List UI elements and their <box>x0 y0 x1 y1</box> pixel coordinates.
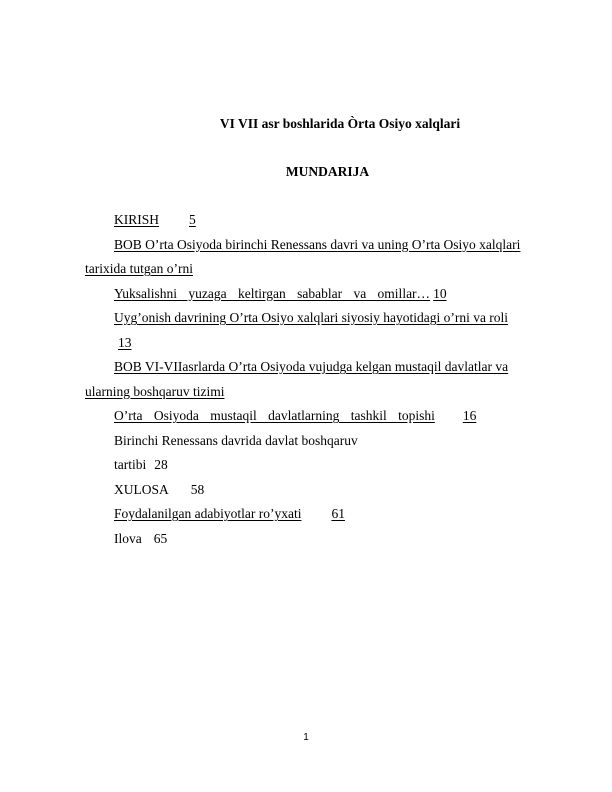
toc-entry-text: Yuksalishni yuzaga keltirgan sabablar va omillar… <box>114 285 431 301</box>
toc-entry-kirish[interactable] <box>85 208 555 233</box>
document-title: VI VII asr boshlarida Òrta Osiyo xalqlari <box>219 116 461 131</box>
toc-entry-mustaqil[interactable] <box>85 404 555 429</box>
toc-entry-text: XULOSA <box>114 481 169 497</box>
toc-entry-text: Ilova <box>114 530 142 546</box>
toc-entry-text: KIRISH <box>114 212 160 227</box>
toc-entry-text: tartibi <box>114 457 147 472</box>
toc-entry-page: 13 <box>118 334 132 350</box>
toc-entry-page: 10 <box>433 285 447 301</box>
toc-entry-page: 5 <box>189 212 196 227</box>
toc-entry-bob-1-cont[interactable]: tarixida tutgan o’rni <box>85 261 193 276</box>
table-of-contents <box>85 208 555 551</box>
toc-entry-text: Uyg’onish davrining O’rta Osiyo xalqlari siyosiy hayotidagi o’rni va roli <box>114 310 509 325</box>
toc-entry-yuksalish[interactable] <box>85 282 555 307</box>
toc-entry-page: 16 <box>462 408 477 423</box>
toc-entry-boshqaruv-cont[interactable] <box>85 453 555 478</box>
toc-entry-uygonish-cont[interactable] <box>85 331 555 356</box>
toc-entry-page: 28 <box>154 457 168 472</box>
toc-entry-xulosa[interactable] <box>85 478 555 503</box>
toc-entry-ilova[interactable] <box>85 527 555 552</box>
toc-entry-page: 58 <box>190 481 205 497</box>
toc-entry-page: 65 <box>153 530 168 546</box>
toc-entry-text: O’rta Osiyoda mustaqil davlatlarning tashkil topishi <box>114 408 435 423</box>
toc-entry-bob-2[interactable]: BOB VI-VIIasrlarda O’rta Osiyoda vujudga kelgan mustaqil davlatlar va <box>114 359 509 374</box>
toc-entry-uygonish[interactable] <box>85 306 555 331</box>
toc-heading: MUNDARIJA <box>285 164 370 179</box>
toc-entry-adabiyotlar[interactable] <box>85 502 555 527</box>
page-number: 1 <box>303 732 309 743</box>
toc-entry-bob-1[interactable]: BOB O’rta Osiyoda birinchi Renessans davri va uning O’rta Osiyo xalqlari <box>114 236 521 252</box>
toc-entry-bob-2-cont[interactable]: ularning boshqaruv tizimi <box>85 383 225 399</box>
toc-entry-text: Foydalanilgan adabiyotlar ro’yxati <box>114 506 302 521</box>
toc-entry-page: 61 <box>331 506 345 521</box>
toc-entry-boshqaruv[interactable]: Birinchi Renessans davrida davlat boshqaruv <box>114 432 358 448</box>
